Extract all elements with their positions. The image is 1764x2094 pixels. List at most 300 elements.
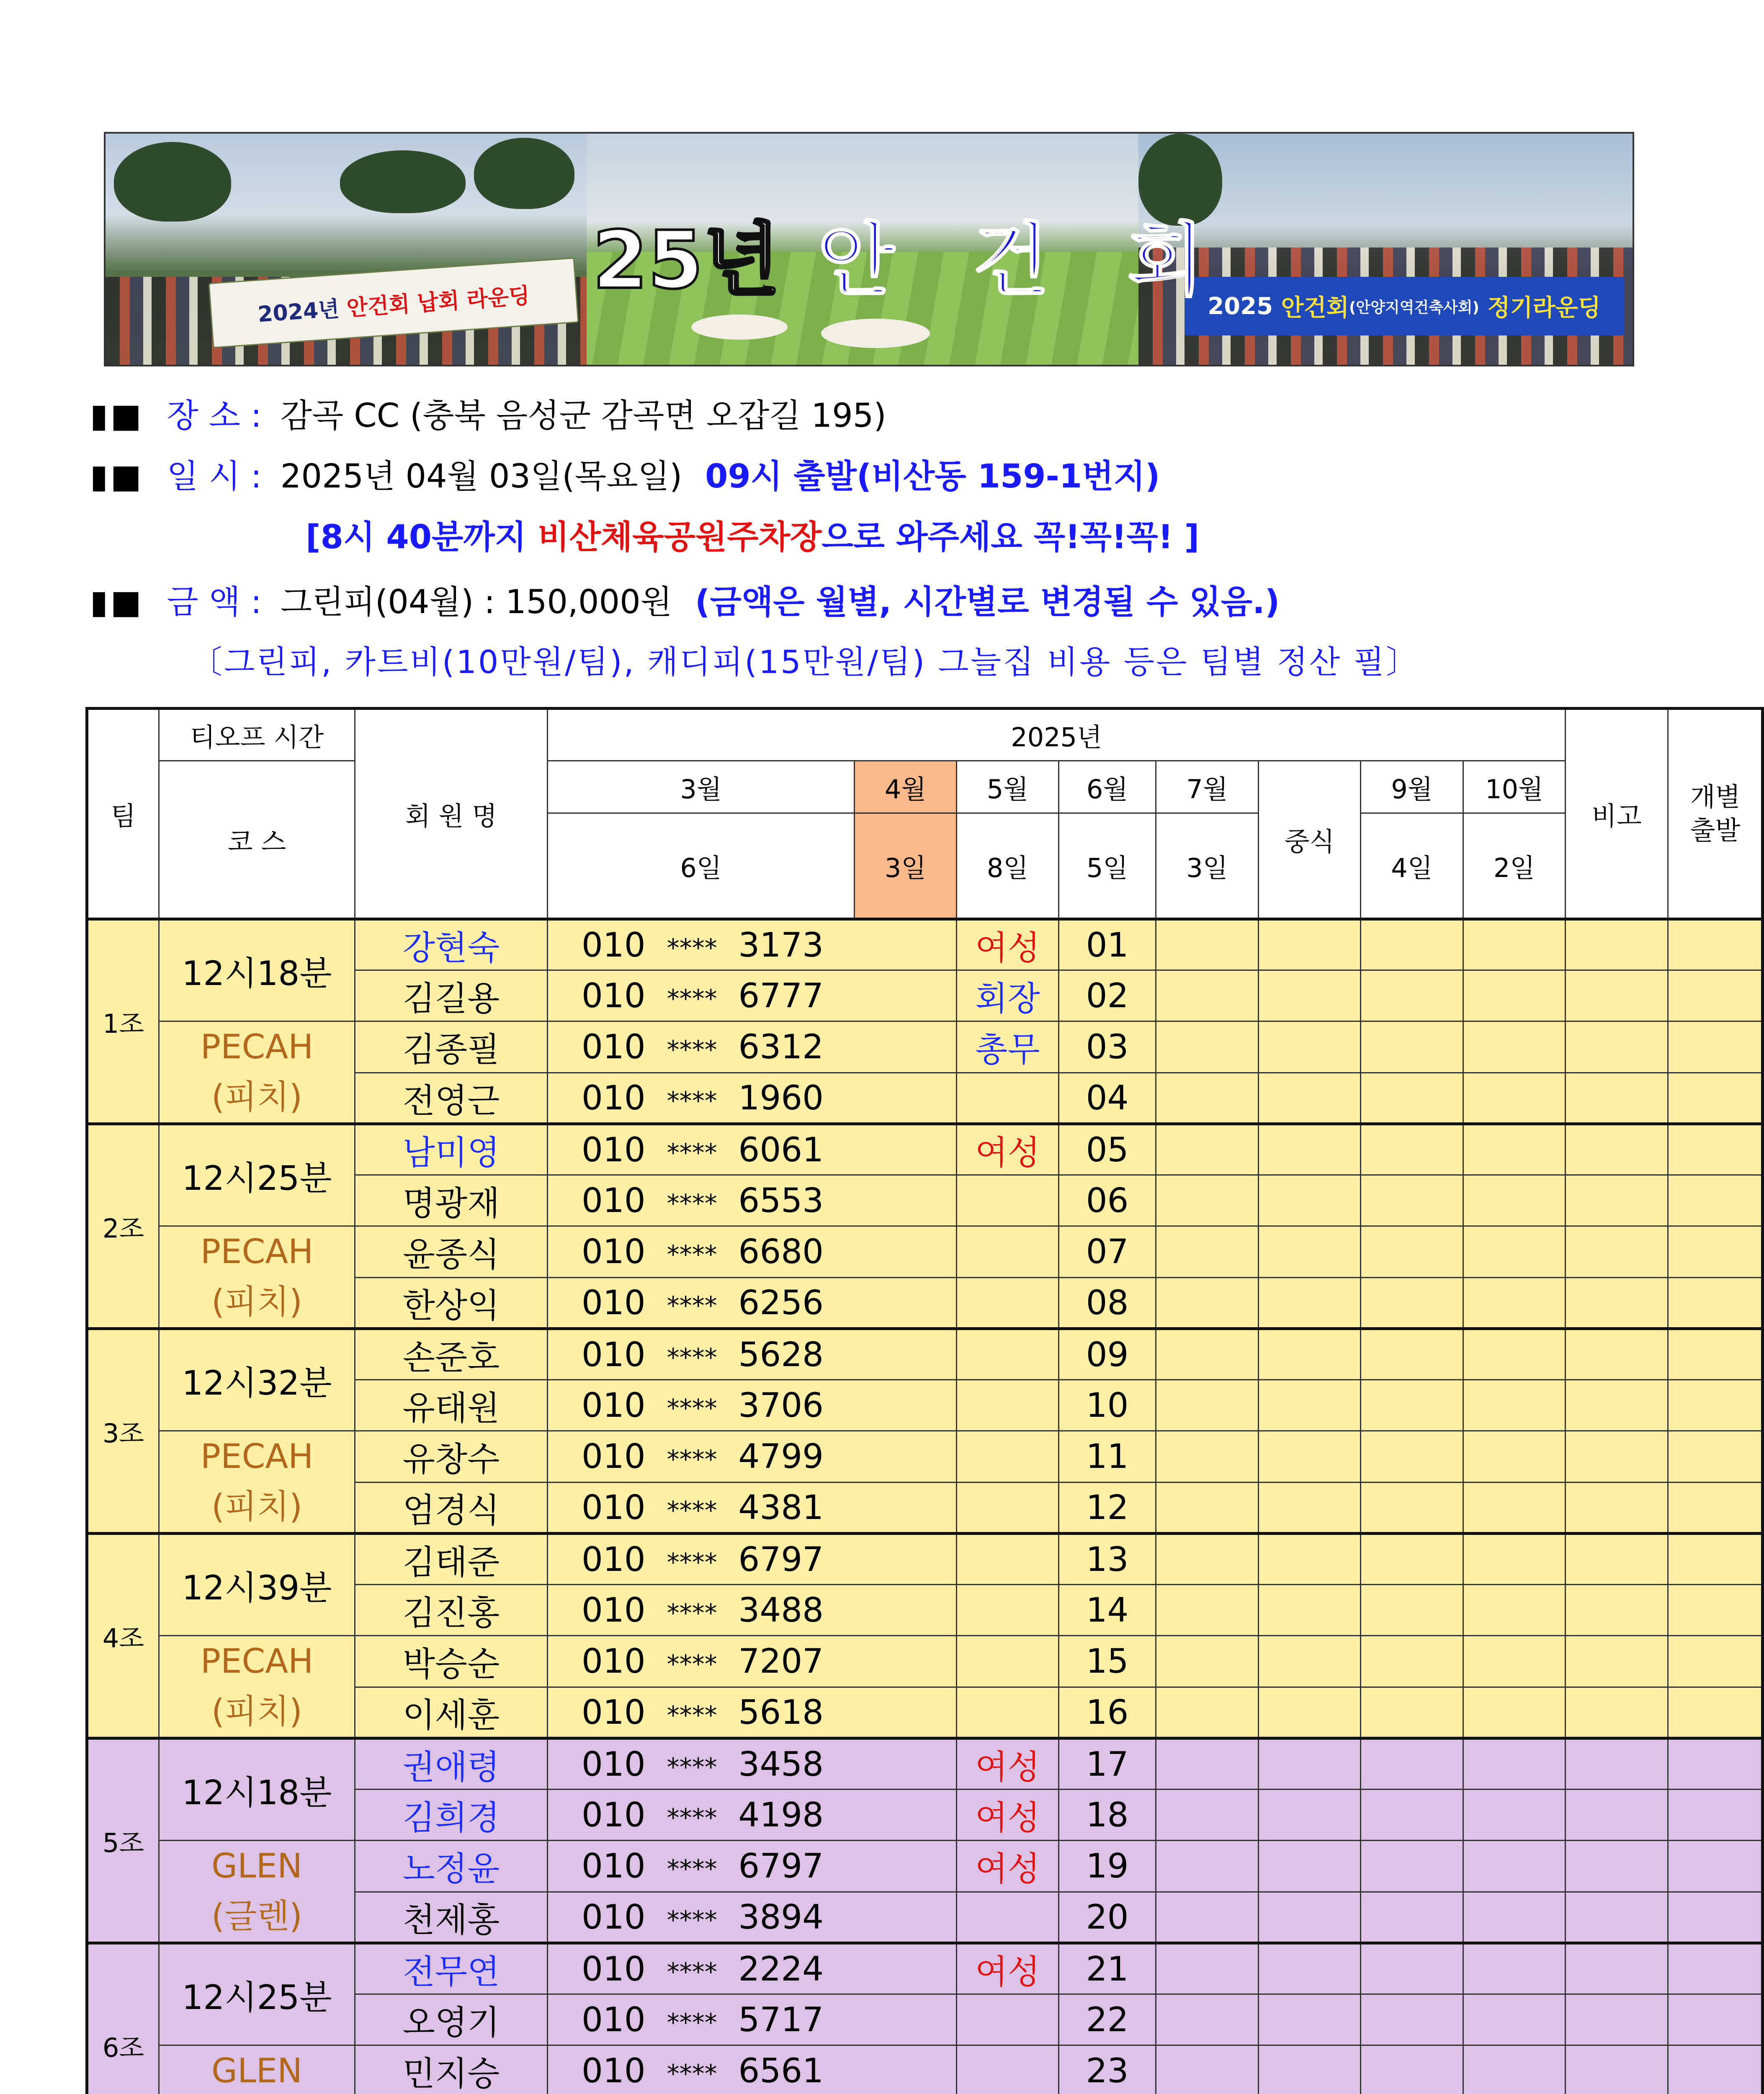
member-number: 03	[1059, 1021, 1156, 1073]
attendance-cell	[1361, 1841, 1463, 1892]
team-label: 2조	[87, 1124, 159, 1329]
member-phone	[548, 1226, 957, 1278]
table-row	[87, 1329, 1763, 1380]
table-row	[87, 2045, 1763, 2094]
member-number: 06	[1059, 1175, 1156, 1226]
member-number: 04	[1059, 1073, 1156, 1124]
table-row	[87, 1738, 1763, 1790]
tree-icon	[474, 138, 574, 209]
attendance-cell	[1156, 1790, 1259, 1841]
course-code: PECAH	[200, 1642, 314, 1681]
attendance-cell	[1259, 1021, 1361, 1073]
phone-last: 4381	[738, 1488, 824, 1527]
header-individual: 개별 출발	[1668, 709, 1763, 919]
fee-note: 〔그린피, 카트비(10만원/팀), 캐디피(15만원/팀) 그늘집 비용 등은 팀별 정산 필〕	[191, 643, 1420, 681]
member-role: 회장	[957, 970, 1059, 1021]
phone-prefix: 010	[582, 1692, 646, 1732]
member-name: 김종필	[355, 1021, 548, 1073]
attendance-cell	[1156, 1892, 1259, 1943]
attendance-cell	[1259, 1431, 1361, 1483]
phone-prefix: 010	[582, 1591, 646, 1630]
table-row	[87, 1021, 1763, 1073]
tee-time: 12시25분	[159, 1124, 355, 1226]
phone-mask: ****	[667, 1854, 717, 1884]
phone-last: 3706	[738, 1386, 824, 1425]
attendance-cell	[1566, 1585, 1668, 1636]
attendance-cell	[1668, 1892, 1763, 1943]
member-phone	[548, 1329, 957, 1380]
attendance-cell	[1156, 1738, 1259, 1790]
table-row	[87, 1943, 1763, 1994]
member-name: 오영기	[355, 1994, 548, 2045]
tee-time: 12시39분	[159, 1534, 355, 1636]
header-month: 3월	[548, 761, 855, 813]
phone-last: 2224	[738, 1950, 824, 1988]
phone-mask: ****	[667, 1086, 717, 1116]
attendance-cell	[1361, 1534, 1463, 1585]
phone-mask: ****	[667, 1343, 717, 1372]
attendance-cell	[1463, 1431, 1566, 1483]
phone-prefix: 010	[582, 1181, 646, 1220]
member-number: 11	[1059, 1431, 1156, 1483]
member-phone	[548, 1073, 957, 1124]
attendance-cell	[1566, 1226, 1668, 1278]
member-number: 02	[1059, 970, 1156, 1021]
tree-icon	[114, 142, 231, 222]
phone-prefix: 010	[582, 1488, 646, 1527]
attendance-cell	[1156, 1021, 1259, 1073]
member-role: 여성	[957, 919, 1059, 970]
member-number: 14	[1059, 1585, 1156, 1636]
notice-location: 비산체육공원주차장	[538, 518, 822, 556]
member-phone	[548, 1021, 957, 1073]
date-label: 일 시 :	[167, 458, 262, 495]
member-phone	[548, 2045, 957, 2094]
attendance-cell	[1259, 2045, 1361, 2094]
place-label: 장 소 :	[167, 397, 262, 435]
phone-last: 5628	[738, 1335, 824, 1374]
member-number: 05	[1059, 1124, 1156, 1175]
table-row	[87, 1431, 1763, 1483]
phone-prefix: 010	[582, 1232, 646, 1271]
phone-mask: ****	[667, 1394, 717, 1423]
attendance-cell	[1566, 970, 1668, 1021]
member-name: 이세훈	[355, 1687, 548, 1738]
member-name: 한상익	[355, 1277, 548, 1329]
member-role	[957, 1175, 1059, 1226]
phone-mask: ****	[667, 2059, 717, 2089]
notice-post: 으로 와주세요 꼭!꼭!꼭! ]	[821, 518, 1200, 556]
header-break: 중식	[1259, 761, 1361, 919]
attendance-cell	[1361, 1636, 1463, 1687]
member-number: 09	[1059, 1329, 1156, 1380]
attendance-cell	[1566, 1073, 1668, 1124]
course-korean: (피치)	[211, 1078, 302, 1117]
attendance-cell	[1463, 1687, 1566, 1738]
member-number: 10	[1059, 1380, 1156, 1431]
team-label: 3조	[87, 1329, 159, 1534]
phone-last: 5618	[738, 1692, 824, 1732]
attendance-cell	[1259, 1841, 1361, 1892]
member-name: 천제홍	[355, 1892, 548, 1943]
header-note: 비고	[1566, 709, 1668, 919]
place-value: 감곡 CC (충북 음성군 감곡면 오갑길 195)	[280, 397, 886, 435]
attendance-cell	[1156, 1329, 1259, 1380]
attendance-cell	[1156, 1687, 1259, 1738]
attendance-cell	[1668, 1277, 1763, 1329]
attendance-cell	[1259, 1790, 1361, 1841]
member-phone	[548, 1380, 957, 1431]
phone-prefix: 010	[582, 1437, 646, 1476]
phone-mask: ****	[667, 1035, 717, 1065]
attendance-cell	[1566, 1329, 1668, 1380]
attendance-cell	[1463, 919, 1566, 970]
member-name: 전영근	[355, 1073, 548, 1124]
attendance-cell	[1156, 1636, 1259, 1687]
attendance-cell	[1259, 1892, 1361, 1943]
phone-mask: ****	[667, 1548, 717, 1577]
member-name: 손준호	[355, 1329, 548, 1380]
course-code: PECAH	[200, 1027, 314, 1066]
header-year: 2025년	[548, 709, 1566, 761]
member-role: 여성	[957, 1943, 1059, 1994]
header-day: 6일	[548, 813, 855, 919]
attendance-cell	[1566, 919, 1668, 970]
attendance-cell	[1259, 1534, 1361, 1585]
course-name	[159, 1021, 355, 1124]
attendance-cell	[1463, 1943, 1566, 1994]
attendance-cell	[1259, 1738, 1361, 1790]
header-month: 6월	[1059, 761, 1156, 813]
header-day: 5일	[1059, 813, 1156, 919]
member-number: 19	[1059, 1841, 1156, 1892]
attendance-cell	[1361, 919, 1463, 970]
member-phone	[548, 1841, 957, 1892]
attendance-cell	[1566, 1534, 1668, 1585]
table-row	[87, 1534, 1763, 1585]
phone-mask: ****	[667, 1291, 717, 1320]
phone-prefix: 010	[582, 1130, 646, 1169]
attendance-cell	[1566, 1636, 1668, 1687]
member-role: 총무	[957, 1021, 1059, 1073]
attendance-cell	[1668, 919, 1763, 970]
notice-pre: [8시 40분까지	[306, 518, 527, 556]
tee-time: 12시32분	[159, 1329, 355, 1431]
attendance-cell	[1156, 970, 1259, 1021]
bullet-icon: ▮■	[90, 583, 144, 621]
attendance-cell	[1156, 1124, 1259, 1175]
attendance-cell	[1566, 1175, 1668, 1226]
member-role	[957, 1636, 1059, 1687]
fee-value: 그린피(04월) : 150,000원	[280, 583, 672, 621]
phone-prefix: 010	[582, 1335, 646, 1374]
attendance-cell	[1259, 1687, 1361, 1738]
header-team: 팀	[87, 709, 159, 919]
member-role	[957, 1687, 1059, 1738]
attendance-cell	[1361, 1226, 1463, 1278]
attendance-cell	[1259, 970, 1361, 1021]
banner-title-year: 25년	[592, 214, 780, 307]
member-number: 23	[1059, 2045, 1156, 2094]
phone-prefix: 010	[582, 1950, 646, 1988]
member-phone	[548, 1943, 957, 1994]
attendance-cell	[1463, 1790, 1566, 1841]
course-korean: (글렌)	[211, 1897, 302, 1936]
attendance-cell	[1361, 1021, 1463, 1073]
attendance-cell	[1361, 1175, 1463, 1226]
left-event-banner: 2024년 안건회 납회 라운딩	[209, 258, 579, 348]
member-name: 권애령	[355, 1738, 548, 1790]
member-phone	[548, 1994, 957, 2045]
attendance-cell	[1668, 1329, 1763, 1380]
attendance-cell	[1361, 1687, 1463, 1738]
header-day: 8일	[957, 813, 1059, 919]
phone-prefix: 010	[582, 976, 646, 1015]
attendance-cell	[1463, 1892, 1566, 1943]
header-day: 2일	[1463, 813, 1566, 919]
attendance-cell	[1361, 1892, 1463, 1943]
member-phone	[548, 1585, 957, 1636]
attendance-cell	[1156, 1380, 1259, 1431]
attendance-cell	[1259, 1994, 1361, 2045]
attendance-cell	[1361, 1738, 1463, 1790]
attendance-cell	[1156, 1482, 1259, 1534]
attendance-cell	[1566, 1482, 1668, 1534]
member-number: 16	[1059, 1687, 1156, 1738]
attendance-cell	[1668, 970, 1763, 1021]
attendance-cell	[1156, 1994, 1259, 2045]
course-name	[159, 1431, 355, 1534]
attendance-cell	[1668, 1585, 1763, 1636]
attendance-cell	[1361, 1277, 1463, 1329]
phone-mask: ****	[667, 1599, 717, 1628]
attendance-cell	[1463, 1226, 1566, 1278]
member-number: 12	[1059, 1482, 1156, 1534]
phone-prefix: 010	[582, 1540, 646, 1579]
member-role	[957, 1226, 1059, 1278]
member-name: 윤종식	[355, 1226, 548, 1278]
member-number: 18	[1059, 1790, 1156, 1841]
attendance-cell	[1566, 1021, 1668, 1073]
member-name: 김희경	[355, 1790, 548, 1841]
member-number: 22	[1059, 1994, 1156, 2045]
attendance-cell	[1361, 2045, 1463, 2094]
attendance-cell	[1156, 1226, 1259, 1278]
attendance-cell	[1259, 1073, 1361, 1124]
member-number: 15	[1059, 1636, 1156, 1687]
phone-last: 5717	[738, 2000, 824, 2039]
attendance-cell	[1361, 1329, 1463, 1380]
attendance-cell	[1156, 1431, 1259, 1483]
attendance-cell	[1156, 1841, 1259, 1892]
attendance-cell	[1566, 1943, 1668, 1994]
header-member: 회 원 명	[355, 709, 548, 919]
phone-prefix: 010	[582, 2051, 646, 2091]
member-role	[957, 1585, 1059, 1636]
phone-prefix: 010	[582, 1642, 646, 1681]
member-phone	[548, 1277, 957, 1329]
header-course: 코 스	[159, 761, 355, 919]
member-phone	[548, 1534, 957, 1585]
date-line	[90, 450, 1160, 497]
attendance-cell	[1361, 1073, 1463, 1124]
member-role: 여성	[957, 1124, 1059, 1175]
phone-mask: ****	[667, 1650, 717, 1679]
phone-last: 6312	[738, 1027, 824, 1067]
attendance-cell	[1668, 1226, 1763, 1278]
phone-prefix: 010	[582, 926, 646, 964]
attendance-cell	[1259, 1636, 1361, 1687]
attendance-cell	[1259, 1943, 1361, 1994]
member-phone	[548, 1892, 957, 1943]
attendance-cell	[1361, 1585, 1463, 1636]
phone-prefix: 010	[582, 1745, 646, 1784]
attendance-cell	[1463, 1482, 1566, 1534]
attendance-cell	[1361, 1380, 1463, 1431]
table-row	[87, 919, 1763, 970]
tee-time: 12시18분	[159, 919, 355, 1021]
member-phone	[548, 1431, 957, 1483]
phone-last: 6797	[738, 1846, 824, 1886]
attendance-cell	[1259, 1175, 1361, 1226]
member-number: 08	[1059, 1277, 1156, 1329]
phone-prefix: 010	[582, 1386, 646, 1425]
phone-mask: ****	[667, 934, 717, 963]
attendance-cell	[1463, 1073, 1566, 1124]
attendance-cell	[1259, 1585, 1361, 1636]
phone-last: 6777	[738, 976, 824, 1015]
member-role	[957, 1431, 1059, 1483]
member-role: 여성	[957, 1738, 1059, 1790]
member-phone	[548, 1738, 957, 1790]
member-role	[957, 1380, 1059, 1431]
fee-label: 금 액 :	[167, 583, 262, 621]
member-phone	[548, 1636, 957, 1687]
phone-mask: ****	[667, 1189, 717, 1218]
phone-mask: ****	[667, 1700, 717, 1730]
attendance-cell	[1668, 1124, 1763, 1175]
member-name: 민지승	[355, 2045, 548, 2094]
member-name: 전무연	[355, 1943, 548, 1994]
attendance-cell	[1463, 1738, 1566, 1790]
attendance-cell	[1566, 1124, 1668, 1175]
header-month: 9월	[1361, 761, 1463, 813]
attendance-cell	[1566, 1841, 1668, 1892]
attendance-cell	[1361, 1124, 1463, 1175]
right-event-banner: 2025 안건회 (안양지역건축사회) 정기라운딩	[1185, 277, 1624, 335]
attendance-cell	[1668, 1636, 1763, 1687]
phone-prefix: 010	[582, 1078, 646, 1117]
attendance-cell	[1463, 1994, 1566, 2045]
bullet-icon: ▮■	[90, 458, 144, 495]
bullet-icon: ▮■	[90, 397, 144, 435]
attendance-cell	[1259, 919, 1361, 970]
member-name: 박승순	[355, 1636, 548, 1687]
phone-prefix: 010	[582, 1897, 646, 1937]
table-row	[87, 1124, 1763, 1175]
attendance-cell	[1668, 1738, 1763, 1790]
attendance-cell	[1668, 1021, 1763, 1073]
member-phone	[548, 1482, 957, 1534]
member-role	[957, 1277, 1059, 1329]
phone-last: 3458	[738, 1745, 824, 1784]
phone-mask: ****	[667, 1240, 717, 1270]
attendance-cell	[1361, 1431, 1463, 1483]
course-korean: (피치)	[211, 1282, 302, 1321]
member-role	[957, 1482, 1059, 1534]
attendance-cell	[1668, 1380, 1763, 1431]
attendance-cell	[1463, 2045, 1566, 2094]
attendance-cell	[1156, 1175, 1259, 1226]
attendance-cell	[1668, 1790, 1763, 1841]
fee-caveat: (금액은 월별, 시간별로 변경될 수 있음.)	[695, 583, 1280, 621]
attendance-cell	[1463, 1329, 1566, 1380]
attendance-cell	[1463, 970, 1566, 1021]
team-label: 4조	[87, 1534, 159, 1738]
header-banner	[104, 132, 1634, 366]
attendance-cell	[1156, 1943, 1259, 1994]
attendance-cell	[1259, 1124, 1361, 1175]
member-number: 01	[1059, 919, 1156, 970]
attendance-cell	[1156, 1277, 1259, 1329]
tee-time: 12시18분	[159, 1738, 355, 1841]
member-role	[957, 1073, 1059, 1124]
phone-prefix: 010	[582, 1846, 646, 1886]
phone-prefix: 010	[582, 1283, 646, 1322]
member-name: 엄경식	[355, 1482, 548, 1534]
member-phone	[548, 1124, 957, 1175]
attendance-cell	[1259, 1329, 1361, 1380]
member-role: 여성	[957, 1841, 1059, 1892]
phone-last: 6561	[738, 2051, 824, 2091]
member-number: 13	[1059, 1534, 1156, 1585]
phone-mask: ****	[667, 1803, 717, 1833]
member-name: 김길용	[355, 970, 548, 1021]
phone-last: 4198	[738, 1795, 824, 1834]
place-line	[90, 389, 886, 436]
tree-icon	[340, 150, 466, 213]
team-label: 6조	[87, 1943, 159, 2094]
phone-last: 6680	[738, 1232, 824, 1271]
attendance-cell	[1463, 1380, 1566, 1431]
member-number: 21	[1059, 1943, 1156, 1994]
phone-last: 4799	[738, 1437, 824, 1476]
course-code: PECAH	[200, 1232, 314, 1271]
attendance-cell	[1463, 1021, 1566, 1073]
attendance-cell	[1566, 1892, 1668, 1943]
phone-last: 7207	[738, 1642, 824, 1681]
attendance-cell	[1156, 1534, 1259, 1585]
phone-last: 3488	[738, 1591, 824, 1630]
attendance-cell	[1668, 1175, 1763, 1226]
phone-mask: ****	[667, 1957, 717, 1987]
schedule-table	[85, 707, 1764, 2094]
attendance-cell	[1566, 2045, 1668, 2094]
phone-last: 6797	[738, 1540, 824, 1579]
header-month: 5월	[957, 761, 1059, 813]
attendance-cell	[1361, 970, 1463, 1021]
member-name: 노정윤	[355, 1841, 548, 1892]
phone-mask: ****	[667, 1496, 717, 1525]
attendance-cell	[1566, 1994, 1668, 2045]
phone-mask: ****	[667, 1753, 717, 1782]
attendance-cell	[1668, 1482, 1763, 1534]
attendance-cell	[1668, 1534, 1763, 1585]
header-day: 4일	[1361, 813, 1463, 919]
attendance-cell	[1566, 1687, 1668, 1738]
header-month-current: 4월	[855, 761, 957, 813]
member-number: 17	[1059, 1738, 1156, 1790]
